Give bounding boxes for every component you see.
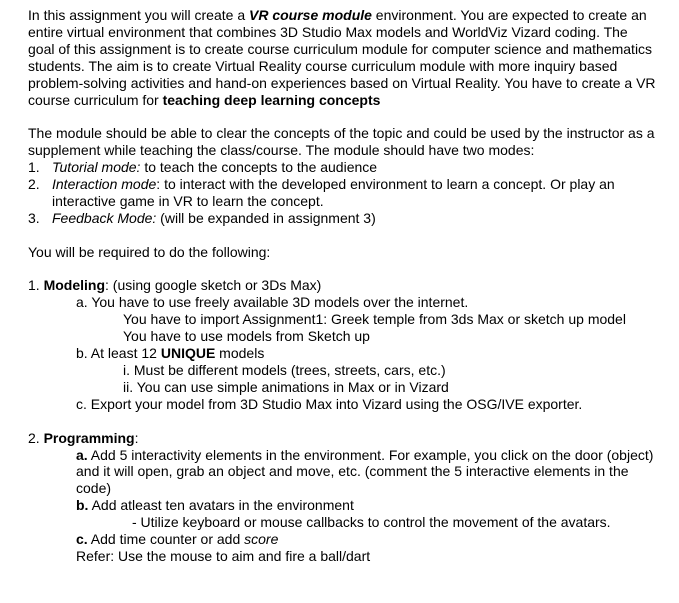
programming-item-a: a. Add 5 interactivity elements in the environment. For example, you click on the door (object) and it will open, grab an object and move, etc. (comment the 5 interactive elements in the code)	[76, 446, 654, 497]
list-item: 2. Interaction mode: to interact with the developed environment to learn a concept. Or play an interactive game in VR to learn the concept.	[28, 176, 615, 209]
modes-lead: The module should be able to clear the concepts of the topic and could be used by the instructor as a supplement while teaching the class/course. The module should have two modes:	[28, 125, 655, 159]
programming-item-b-sub: - Utilize keyboard or mouse callbacks to control the movement of the avatars.	[132, 514, 611, 531]
assignment-document	[28, 7, 658, 565]
modeling-item-bii: ii. You can use simple animations in Max or in Vizard	[123, 378, 449, 395]
modeling-item-b: b. At least 12 UNIQUE models	[76, 345, 265, 362]
modeling-item-a1: You have to import Assignment1: Greek temple from 3ds Max or sketch up model	[123, 311, 626, 328]
modeling-item-a2: You have to use models from Sketch up	[123, 328, 370, 345]
modeling-item-bi: i. Must be different models (trees, streets, cars, etc.)	[123, 361, 446, 378]
programming-heading: 2. Programming:	[28, 429, 139, 446]
list-item: 3. Feedback Mode: (will be expanded in assignment 3)	[28, 209, 376, 226]
list-item: 1. Tutorial mode: to teach the concepts to the audience	[28, 159, 378, 176]
modes-list	[28, 159, 658, 227]
modeling-item-a: a. You have to use freely available 3D models over the internet.	[76, 294, 469, 311]
intro-paragraph: In this assignment you will create a VR course module environment. You are expected to create an entire virtual environment that combines 3D Studio Max models and WorldViz Vizard coding. The goal of this assignment is to create course curriculum module for computer science and mathematics students. The aim is to create Virtual Reality course curriculum module with more inquiry based problem-solving activities and hand-on experiences based on Virtual Reality. You have to create a VR course curriculum for teaching deep learning concepts	[28, 7, 656, 108]
modeling-item-c: c. Export your model from 3D Studio Max into Vizard using the OSG/IVE exporter.	[76, 395, 583, 412]
modeling-heading: 1. Modeling: (using google sketch or 3Ds Max)	[28, 277, 322, 294]
vr-course-module-emphasis: VR course module	[249, 7, 372, 23]
deep-learning-emphasis: teaching deep learning concepts	[162, 91, 381, 108]
programming-item-c: c. Add time counter or add score	[76, 531, 279, 548]
programming-item-b: b. Add atleast ten avatars in the environment	[76, 497, 354, 514]
required-line: You will be required to do the following:	[28, 243, 271, 260]
programming-refer: Refer: Use the mouse to aim and fire a ball/dart	[76, 547, 371, 564]
